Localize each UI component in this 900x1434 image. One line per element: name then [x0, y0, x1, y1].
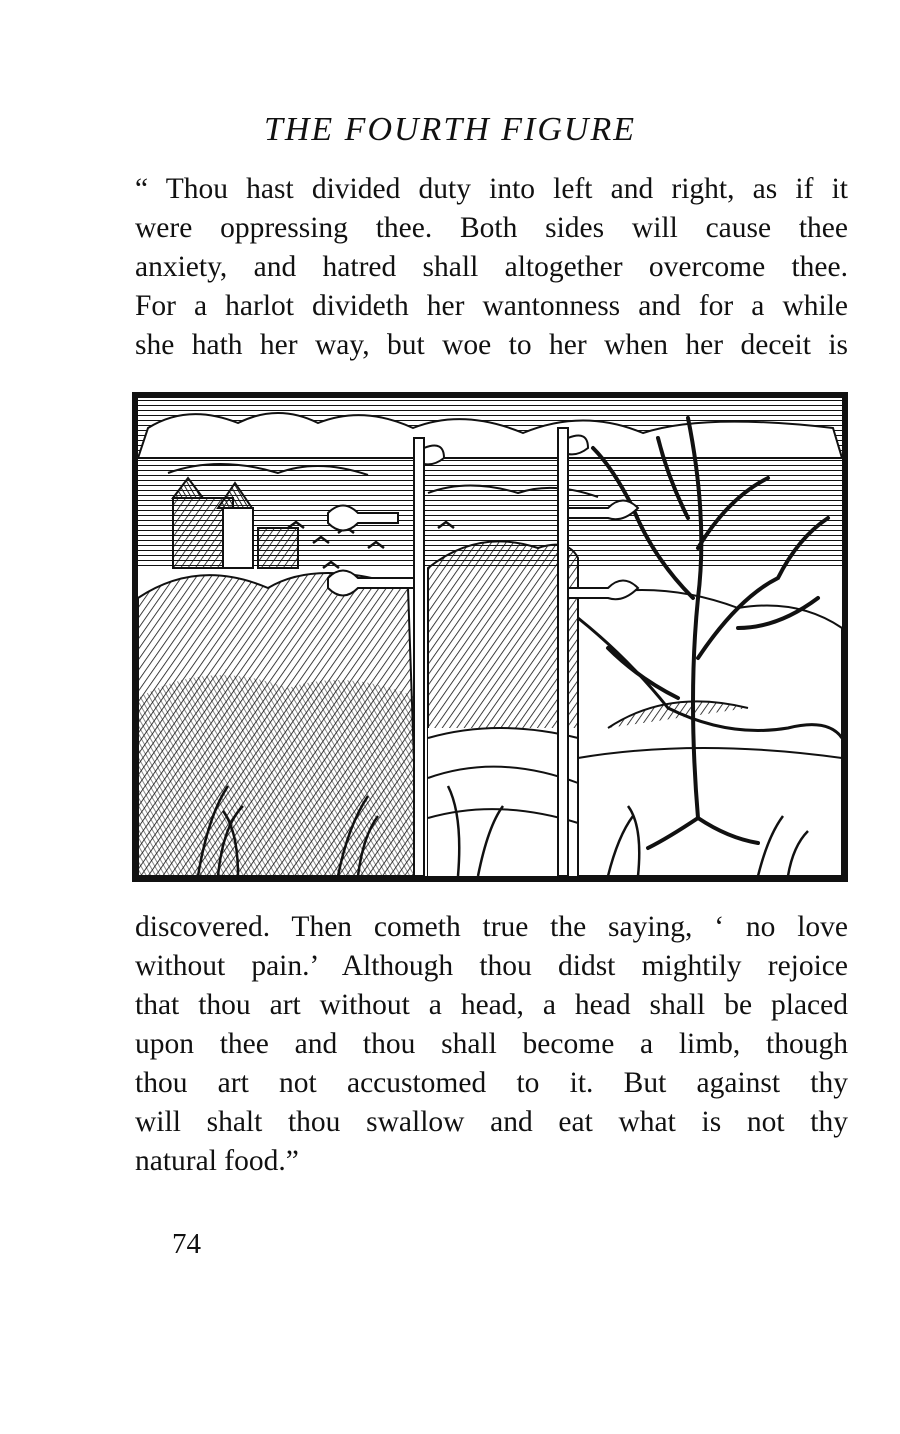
text-line: were oppressing thee. Both sides will cause thee [135, 212, 848, 244]
page-number: 74 [172, 1228, 201, 1260]
hill-right [578, 590, 842, 876]
text-line: that thou art without a head, a head shall be placed [135, 989, 848, 1021]
woodcut-scene [138, 398, 842, 876]
text-line: without pain.’ Although thou didst mightily rejoice [135, 950, 848, 982]
page-title: THE FOURTH FIGURE [263, 111, 637, 148]
text-line: natural food.” [135, 1145, 299, 1177]
text-line: thou art not accustomed to it. But against thy [135, 1067, 848, 1099]
paragraph-bottom [135, 908, 848, 1181]
text-line: anxiety, and hatred shall altogether overcome thee. [135, 251, 848, 283]
woodcut-illustration [132, 392, 848, 882]
text-line: For a harlot divideth her wantonness and for a while [135, 290, 848, 322]
text-line: she hath her way, but woe to her when her deceit is [135, 329, 848, 361]
text-line: discovered. Then cometh true the saying, ‘ no love [135, 911, 848, 943]
text-line: upon thee and thou shall become a limb, though [135, 1028, 848, 1060]
text-line: will shalt thou swallow and eat what is not thy [135, 1106, 848, 1138]
text-line: “ Thou hast divided duty into left and right, as if it [135, 173, 848, 205]
paragraph-top [135, 170, 848, 365]
